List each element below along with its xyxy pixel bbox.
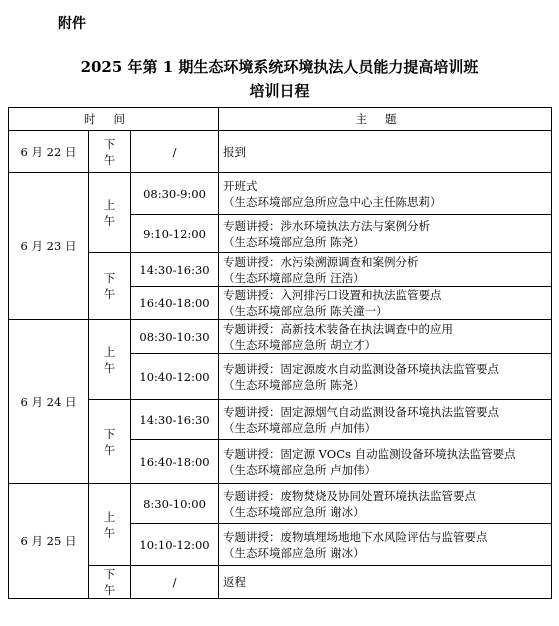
period-cell — [89, 320, 131, 400]
time-cell: 14:30-16:30 — [131, 400, 219, 440]
table-header-row — [9, 108, 552, 131]
topic-cell — [219, 173, 552, 215]
topic-cell — [219, 253, 552, 287]
topic-title: 专题讲授：固定源烟气自动监测设备环境执法监管要点 — [223, 404, 500, 419]
topic-cell — [219, 131, 552, 173]
topic-title: 专题讲授：高新技术装备在执法调查中的应用 — [223, 321, 454, 336]
time-cell: 08:30-10:30 — [131, 320, 219, 354]
period-cell — [89, 566, 131, 599]
topic-cell — [219, 400, 552, 440]
topic-speaker: （生态环境部应急所 陈尧） — [223, 234, 365, 249]
table-row — [9, 566, 552, 599]
header-time: 时间 — [9, 108, 219, 131]
date-cell: 6 月 23 日 — [9, 173, 89, 320]
period-char: 上 — [103, 509, 116, 524]
schedule-table — [8, 107, 552, 599]
date-cell: 6 月 22 日 — [9, 131, 89, 173]
period-char: 午 — [103, 152, 116, 167]
time-cell: 08:30-9:00 — [131, 173, 219, 215]
table-row — [9, 131, 552, 173]
topic-title: 专题讲授：废物填埋场地地下水风险评估与监管要点 — [223, 529, 488, 544]
time-cell: 8:30-10:00 — [131, 484, 219, 524]
period-cell — [89, 173, 131, 253]
document-title: 2025 年第 1 期生态环境系统环境执法人员能力提高培训班 — [80, 58, 479, 76]
time-cell: / — [131, 131, 219, 173]
topic-cell — [219, 524, 552, 566]
topic-speaker: （生态环境部应急所 卢加伟） — [223, 462, 377, 477]
topic-speaker: （生态环境部应急所 汪浩） — [223, 270, 365, 285]
table-row — [9, 320, 552, 354]
topic-cell — [219, 320, 552, 354]
topic-title: 报到 — [223, 144, 247, 159]
time-cell: 16:40-18:00 — [131, 440, 219, 484]
period-cell — [89, 484, 131, 566]
time-cell: / — [131, 566, 219, 599]
header-topic: 主题 — [219, 108, 552, 131]
topic-cell — [219, 566, 552, 599]
date-cell: 6 月 25 日 — [9, 484, 89, 599]
topic-title: 开班式 — [223, 178, 258, 193]
period-char: 下 — [103, 426, 116, 441]
topic-speaker: （生态环境部应急所 陈关潼一） — [223, 304, 388, 318]
date-cell: 6 月 24 日 — [9, 320, 89, 484]
table-row — [9, 253, 552, 287]
topic-title: 返程 — [223, 575, 247, 589]
topic-title: 专题讲授：固定源 VOCs 自动监测设备环境执法监管要点 — [223, 446, 516, 461]
topic-title: 专题讲授：固定源废水自动监测设备环境执法监管要点 — [223, 361, 500, 376]
topic-speaker: （生态环境部应急所 谢冰） — [223, 545, 365, 560]
period-cell — [89, 131, 131, 173]
time-cell: 10:10-12:00 — [131, 524, 219, 566]
topic-title: 专题讲授：入河排污口设置和执法监管要点 — [223, 288, 442, 302]
time-cell: 14:30-16:30 — [131, 253, 219, 287]
attachment-label: 附件 — [58, 16, 86, 32]
topic-speaker: （生态环境部应急所 卢加伟） — [223, 420, 377, 435]
table-row — [9, 484, 552, 524]
document-subtitle: 培训日程 — [249, 82, 310, 100]
topic-title: 专题讲授：水污染溯源调查和案例分析 — [223, 254, 419, 269]
period-char: 午 — [103, 360, 116, 375]
period-char: 午 — [103, 213, 116, 228]
period-char: 上 — [103, 344, 116, 359]
period-char: 午 — [103, 525, 116, 540]
period-char: 下 — [103, 567, 116, 581]
topic-speaker: （生态环境部应急所 陈尧） — [223, 377, 365, 392]
period-char: 午 — [103, 583, 116, 597]
time-cell: 16:40-18:00 — [131, 287, 219, 320]
topic-cell — [219, 484, 552, 524]
period-char: 下 — [103, 136, 116, 151]
period-char: 午 — [103, 287, 116, 301]
period-char: 上 — [103, 197, 116, 212]
topic-speaker: （生态环境部应急所 谢冰） — [223, 504, 365, 519]
table-row — [9, 400, 552, 440]
topic-speaker: （生态环境部应急所应急中心主任陈思莉） — [223, 194, 442, 209]
topic-cell — [219, 440, 552, 484]
topic-speaker: （生态环境部应急所 胡立才） — [223, 337, 377, 352]
topic-cell — [219, 287, 552, 320]
table-row — [9, 173, 552, 215]
topic-title: 专题讲授：涉水环境执法方法与案例分析 — [223, 218, 431, 233]
period-cell — [89, 400, 131, 484]
topic-cell — [219, 354, 552, 400]
time-cell: 10:40-12:00 — [131, 354, 219, 400]
topic-cell — [219, 215, 552, 253]
time-cell: 9:10-12:00 — [131, 215, 219, 253]
period-char: 午 — [103, 442, 116, 457]
period-cell — [89, 253, 131, 320]
period-char: 下 — [103, 271, 116, 285]
topic-title: 专题讲授：废物焚烧及协同处置环境执法监管要点 — [223, 488, 477, 503]
